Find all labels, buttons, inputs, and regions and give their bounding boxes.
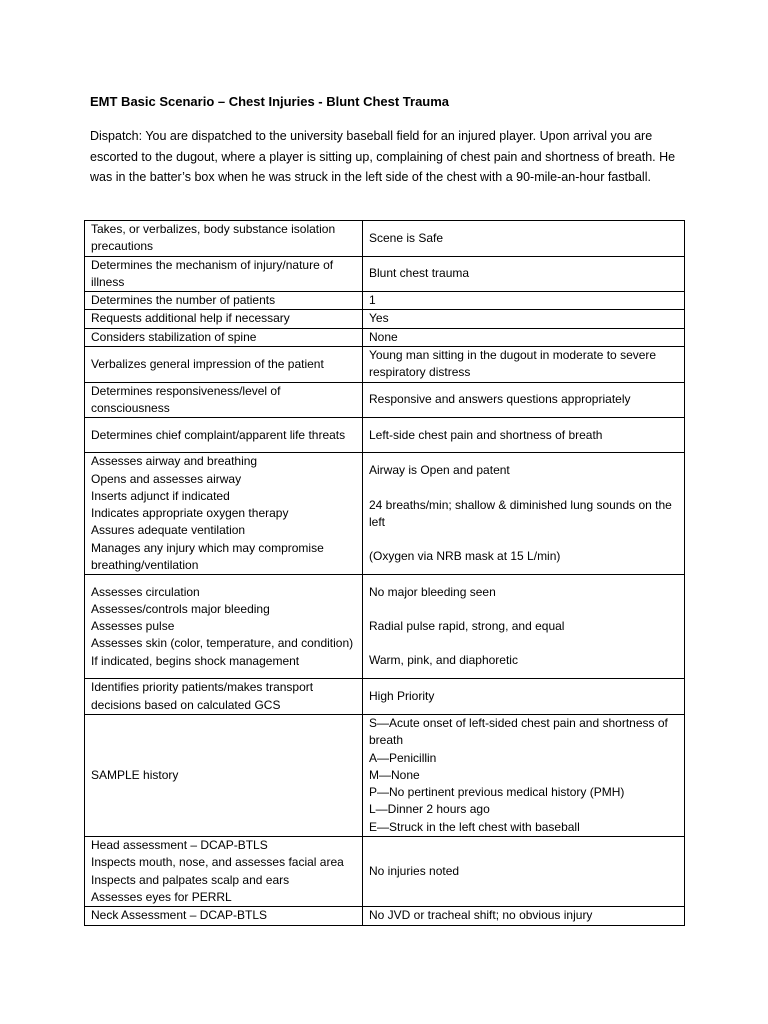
assessment-step: Determines the number of patients bbox=[85, 292, 363, 310]
step-line: Manages any injury which may compromise breathing/ventilation bbox=[91, 540, 324, 573]
table-row bbox=[85, 382, 685, 418]
assessment-finding: None bbox=[363, 328, 685, 346]
table-row bbox=[85, 679, 685, 715]
table-row bbox=[85, 907, 685, 925]
assessment-step bbox=[85, 837, 363, 907]
finding-line: Warm, pink, and diaphoretic bbox=[369, 653, 518, 668]
step-line: Assures adequate ventilation bbox=[91, 523, 246, 538]
table-row bbox=[85, 221, 685, 257]
assessment-finding bbox=[363, 714, 685, 836]
assessment-step: Takes, or verbalizes, body substance isolation precautions bbox=[85, 221, 363, 257]
assessment-finding: 1 bbox=[363, 292, 685, 310]
assessment-finding bbox=[363, 575, 685, 679]
step-line: Assesses airway and breathing bbox=[91, 454, 258, 469]
finding-line: M—None bbox=[369, 767, 420, 782]
finding-line: S—Acute onset of left-sided chest pain and shortness of breath bbox=[369, 715, 668, 748]
assessment-finding bbox=[363, 453, 685, 575]
table-row bbox=[85, 328, 685, 346]
table-row bbox=[85, 418, 685, 453]
assessment-finding: Blunt chest trauma bbox=[363, 256, 685, 292]
step-line: Indicates appropriate oxygen therapy bbox=[91, 506, 289, 521]
table-row bbox=[85, 256, 685, 292]
finding-line: (Oxygen via NRB mask at 15 L/min) bbox=[369, 549, 561, 564]
finding-line: 24 breaths/min; shallow & diminished lung sounds on the left bbox=[369, 497, 672, 529]
step-line: Assesses/controls major bleeding bbox=[91, 601, 270, 616]
finding-line: E—Struck in the left chest with baseball bbox=[369, 819, 580, 834]
table-row bbox=[85, 575, 685, 679]
step-line: Assesses pulse bbox=[91, 619, 175, 634]
assessment-step bbox=[85, 453, 363, 575]
assessment-finding: No injuries noted bbox=[363, 837, 685, 907]
assessment-step: SAMPLE history bbox=[85, 714, 363, 836]
scenario-table bbox=[84, 220, 685, 926]
step-line: If indicated, begins shock management bbox=[91, 653, 300, 668]
finding-line: No major bleeding seen bbox=[369, 584, 496, 599]
assessment-finding: Young man sitting in the dugout in moderate to severe respiratory distress bbox=[363, 347, 685, 383]
assessment-step bbox=[85, 575, 363, 679]
table-row bbox=[85, 714, 685, 836]
step-line: Head assessment – DCAP-BTLS bbox=[91, 838, 268, 853]
assessment-step: Neck Assessment – DCAP-BTLS bbox=[85, 907, 363, 925]
step-line: Inspects and palpates scalp and ears bbox=[91, 872, 290, 887]
finding-line: A—Penicillin bbox=[369, 750, 437, 765]
step-line: Assesses skin (color, temperature, and condition) bbox=[91, 636, 354, 651]
table-row bbox=[85, 347, 685, 383]
assessment-step: Determines responsiveness/level of consciousness bbox=[85, 382, 363, 418]
table-row bbox=[85, 310, 685, 328]
finding-line: Airway is Open and patent bbox=[369, 463, 510, 478]
assessment-step: Determines the mechanism of injury/nature of illness bbox=[85, 256, 363, 292]
assessment-finding: Responsive and answers questions appropriately bbox=[363, 382, 685, 418]
assessment-finding: Scene is Safe bbox=[363, 221, 685, 257]
step-line: Inspects mouth, nose, and assesses facial area bbox=[91, 855, 344, 870]
assessment-step: Verbalizes general impression of the patient bbox=[85, 347, 363, 383]
assessment-step: Requests additional help if necessary bbox=[85, 310, 363, 328]
assessment-finding: No JVD or tracheal shift; no obvious injury bbox=[363, 907, 685, 925]
assessment-finding: High Priority bbox=[363, 679, 685, 715]
finding-line: L—Dinner 2 hours ago bbox=[369, 802, 490, 817]
document-title: EMT Basic Scenario – Chest Injuries - Blunt Chest Trauma bbox=[90, 94, 450, 109]
assessment-step: Identifies priority patients/makes transport decisions based on calculated GCS bbox=[85, 679, 363, 715]
step-line: Assesses eyes for PERRL bbox=[91, 889, 232, 904]
assessment-finding: Left-side chest pain and shortness of breath bbox=[363, 418, 685, 453]
assessment-finding: Yes bbox=[363, 310, 685, 328]
step-line: Inserts adjunct if indicated bbox=[91, 488, 230, 503]
assessment-step: Considers stabilization of spine bbox=[85, 328, 363, 346]
finding-line: Radial pulse rapid, strong, and equal bbox=[369, 619, 565, 634]
step-line: Opens and assesses airway bbox=[91, 471, 242, 486]
dispatch-paragraph: Dispatch: You are dispatched to the university baseball field for an injured player. Upon arrival you are escorted to the dugout, where a player is sitting up, complaining of chest pain and shortness of breath. He was in the batter’s box when he was struck in the left side of the chest with a 90-mile-an-hour fastball. bbox=[90, 129, 676, 184]
step-line: Assesses circulation bbox=[91, 584, 200, 599]
table-row bbox=[85, 292, 685, 310]
finding-line: P—No pertinent previous medical history (PMH) bbox=[369, 785, 625, 800]
table-row bbox=[85, 453, 685, 575]
assessment-step: Determines chief complaint/apparent life threats bbox=[85, 418, 363, 453]
table-row bbox=[85, 837, 685, 907]
